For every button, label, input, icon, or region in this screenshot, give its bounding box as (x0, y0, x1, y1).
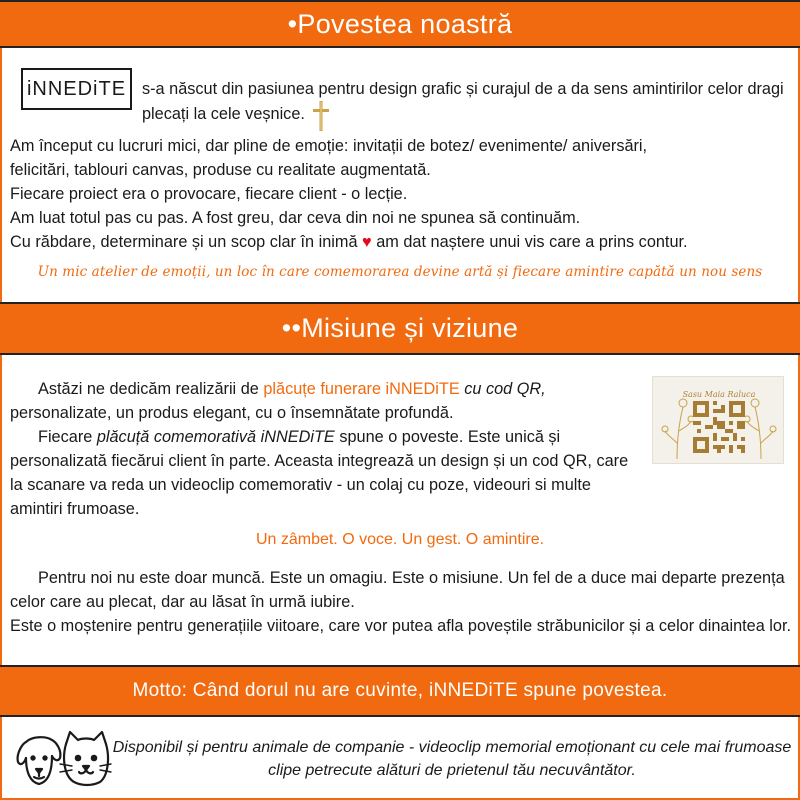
pets-icon (12, 728, 112, 790)
story-paragraph (10, 134, 795, 254)
mission-text: Este o moștenire pentru generațiile viitoare, care vor putea afla poveștile străbunicilor și a celor dinaintea lor. (10, 617, 792, 635)
mission-text: Fiecare (38, 428, 93, 446)
section-header-mission (0, 302, 800, 355)
story-intro-text: s-a născut din pasiunea pentru design grafic și curajul de a da sens amintirilor celor dragi plecați la cele veșnice. (142, 80, 784, 123)
pets-section (0, 717, 800, 800)
mission-text: spune o poveste. Este unică și personalizată fiecărui client în parte. Aceasta integrează un design și un cod QR, care la scanare va reda un videoclip comemorativ - un colaj cu poze, videouri si multe amintiri frumoase. (10, 428, 629, 518)
highlight-line: Un zâmbet. O voce. Un gest. O amintire. (255, 531, 545, 548)
story-line (10, 230, 795, 254)
dog-icon (18, 737, 61, 784)
story-line: felicitări, tablouri canvas, produse cu realitate augmentată. (10, 161, 431, 179)
heart-icon: ♥ (362, 233, 372, 251)
section-title-mission: ••Misiune și viziune (281, 313, 519, 343)
story-line: Am luat totul pas cu pas. A fost greu, dar ceva din noi ne spunea să continuăm. (10, 209, 581, 227)
story-line-part: Cu răbdare, determinare și un scop clar în inimă (10, 233, 358, 251)
mission-section (0, 355, 800, 665)
mission-text: personalizate, un produs elegant, cu o însemnătate profundă. (10, 404, 454, 422)
qr-plaque-image (652, 376, 784, 464)
story-line: Am început cu lucruri mici, dar pline de emoție: invitații de botez/ evenimente/ aniversări, (10, 137, 648, 155)
motto-text: Motto: Când dorul nu are cuvinte, iNNEDiTE spune povestea. (132, 680, 668, 701)
story-intro (142, 77, 792, 131)
plaque-name: Sasu Maia Raluca (682, 390, 756, 399)
motto-bar (0, 665, 800, 717)
gold-cross-icon (313, 101, 329, 131)
product-link-text: plăcuțe funerare iNNEDiTE (263, 380, 460, 398)
mission-paragraph (10, 377, 640, 521)
mission-text: Pentru noi nu este doar muncă. Este un omagiu. Este o misiune. Un fel de a duce mai departe prezența celor care au plecat, dar au lăsat în urmă iubire. (10, 569, 785, 611)
qr-code-icon (693, 401, 745, 453)
story-line: Fiecare proiect era o provocare, fiecare client - o lecție. (10, 185, 408, 203)
mission-text: cu cod QR, (464, 380, 546, 398)
pets-text: Disponibil și pentru animale de companie - videoclip memorial emoționant cu cele mai frumoase clipe petrecute alături de prietenul tău necuvântător. (112, 739, 792, 779)
mission-text: Astăzi ne dedicăm realizării de (38, 380, 259, 398)
section-header-story (0, 0, 800, 48)
story-line-part: am dat naștere unui vis care a prins contur. (376, 233, 688, 251)
innedite-logo: iNNEDiTE (21, 68, 132, 110)
cat-icon (60, 732, 111, 785)
story-slogan: Un mic atelier de emoții, un loc în care comemorarea devine artă și fiecare amintire capătă un nou sens (37, 264, 763, 280)
mission-text-italic: plăcuță comemorativă iNNEDiTE (96, 428, 335, 446)
section-title-story: •Povestea noastră (287, 8, 513, 39)
mission-paragraph-2 (10, 566, 795, 638)
story-section (0, 48, 800, 302)
